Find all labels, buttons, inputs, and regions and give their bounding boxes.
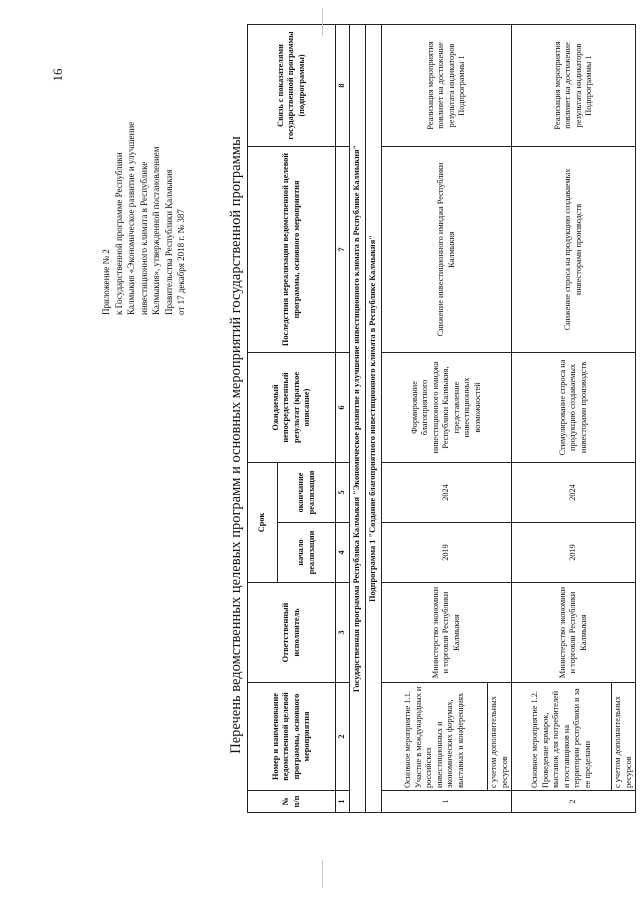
- header-term: Срок: [248, 462, 278, 582]
- executor: Министерство экономики и торговли Республики Калмыкия: [512, 583, 636, 683]
- scan-artifact-line: [322, 8, 323, 36]
- measure-name: Основное мероприятие 1.1. Участие в международных и российских инвестиционных и экономических форумах, выставках и конференциях: [382, 683, 488, 791]
- column-number: 4: [336, 523, 350, 583]
- header-measure: Номер и наименование ведомственной целевой программы, основного мероприятия: [248, 683, 336, 791]
- column-numbers-row: [336, 24, 350, 812]
- appendix-line: Правительства Республики Калмыкия: [163, 169, 174, 315]
- appendix-line: инвестиционного климата в Республике: [138, 161, 149, 315]
- column-number: 8: [336, 24, 350, 146]
- subprogram-row: [366, 24, 382, 812]
- appendix-line: к Государственной программе Республики: [113, 152, 124, 315]
- appendix-note: [100, 15, 188, 315]
- appendix-line: Калмыкия «Экономическое развитие и улучшение: [126, 121, 136, 315]
- header-number: № п/п: [248, 791, 336, 813]
- appendix-line: от 17 декабря 2018 г. № 387: [176, 209, 186, 315]
- column-number: 2: [336, 683, 350, 791]
- end-year: 2024: [382, 462, 512, 522]
- measure-note: с учетом дополнительных ресурсов: [612, 683, 636, 791]
- header-consequence: Последствия нереализации ведомственной целевой программы, основного мероприятия: [248, 146, 336, 352]
- column-number: 5: [336, 462, 350, 522]
- column-number: 6: [336, 352, 350, 462]
- program-row: [350, 24, 366, 812]
- executor: Министерство экономики и торговли Республики Калмыкия: [382, 583, 512, 683]
- column-number: 7: [336, 146, 350, 352]
- header-executor: Ответственный исполнитель: [248, 583, 336, 683]
- column-number: 1: [336, 791, 350, 813]
- subprogram-title: Подпрограмма 1 "Создание благоприятного инвестиционного климата в Республике Калмыкия": [366, 24, 382, 812]
- indicator-link: Реализация мероприятия повлияет на достижение результата индикаторов Подпрограммы 1: [382, 24, 512, 146]
- appendix-line: Калмыкия», утвержденной постановлением: [151, 146, 161, 315]
- measures-table: [247, 24, 636, 813]
- consequence: Снижение спроса на продукцию создаваемых инвесторами производств: [512, 146, 636, 352]
- start-year: 2019: [382, 523, 512, 583]
- header-link: Связь с показателями государственной программы (подпрограммы): [248, 24, 336, 146]
- document-title: Перечень ведомственных целевых программ и основных мероприятий государственной программы: [228, 136, 244, 754]
- scan-artifact-line: [322, 860, 323, 888]
- row-number: 2: [512, 791, 636, 813]
- expected-result: Стимулирование спроса на продукцию создаваемых инвесторами производств: [512, 352, 636, 462]
- end-year: 2024: [512, 462, 636, 522]
- indicator-link: Реализация мероприятия повлияет на достижение результата индикаторов Подпрограммы 1: [512, 24, 636, 146]
- header-result: Ожидаемый непосредственный результат (краткое описание): [248, 352, 336, 462]
- measure-name: Основное мероприятие 1.2. Проведение ярмарок, выставок для потребителей и поставщиков на территории республики и за ее пределами: [512, 683, 612, 791]
- page-number: 16: [50, 68, 65, 82]
- start-year: 2019: [512, 523, 636, 583]
- program-title: Государственная программа Республика Калмыкия "Экономическое развитие и улучшение инвестиционного климата в Республике Калмыкия": [350, 24, 366, 812]
- measure-note: с учетом дополнительных ресурсов: [488, 683, 512, 791]
- appendix-line: Приложение № 2: [101, 249, 111, 315]
- table-row: [382, 24, 488, 812]
- consequence: Снижение инвестиционного имиджа Республики Калмыкия: [382, 146, 512, 352]
- header-start: начало реализации: [278, 523, 336, 583]
- expected-result: Формирование благоприятного инвестиционного имиджа Республики Калмыкия, представление инвестиционных возможностей: [382, 352, 512, 462]
- column-number: 3: [336, 583, 350, 683]
- table-row: [512, 24, 612, 812]
- row-number: 1: [382, 791, 512, 813]
- header-end: окончание реализации: [278, 462, 336, 522]
